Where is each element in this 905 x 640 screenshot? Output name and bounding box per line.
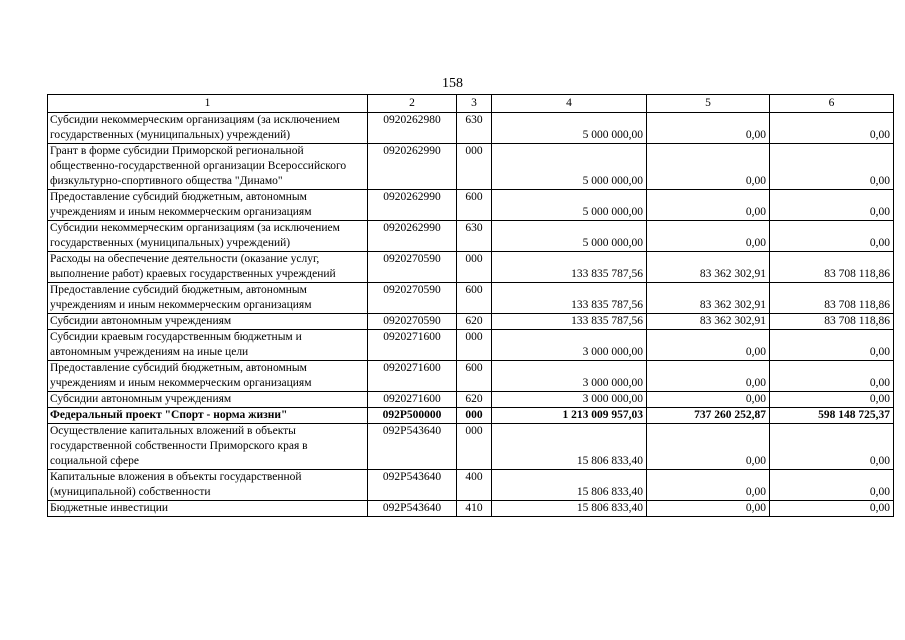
row-expense-type: 000 [457, 144, 492, 190]
row-expense-type: 600 [457, 361, 492, 392]
row-amount-col6: 83 708 118,86 [770, 252, 894, 283]
row-amount-col4: 5 000 000,00 [492, 221, 647, 252]
row-amount-col4: 5 000 000,00 [492, 144, 647, 190]
row-description: Субсидии автономным учреждениям [48, 314, 368, 330]
row-target-code: 092P543640 [368, 470, 457, 501]
row-description: Субсидии некоммерческим организациям (за исключением государственных (муниципальных) учреждений) [48, 221, 368, 252]
row-description: Капитальные вложения в объекты государственной (муниципальной) собственности [48, 470, 368, 501]
row-description: Расходы на обеспечение деятельности (оказание услуг, выполнение работ) краевых государственных учреждений [48, 252, 368, 283]
table-row [48, 113, 894, 144]
row-target-code: 092P543640 [368, 424, 457, 470]
table-row [48, 144, 894, 190]
row-amount-col4: 133 835 787,56 [492, 283, 647, 314]
table-header-row [48, 95, 894, 113]
row-amount-col4: 15 806 833,40 [492, 501, 647, 517]
row-amount-col6: 598 148 725,37 [770, 408, 894, 424]
budget-table-body [48, 95, 894, 517]
row-target-code: 0920270590 [368, 314, 457, 330]
row-amount-col6: 0,00 [770, 221, 894, 252]
row-expense-type: 620 [457, 392, 492, 408]
row-amount-col5: 0,00 [647, 392, 770, 408]
table-row [48, 361, 894, 392]
table-row [48, 408, 894, 424]
row-description: Предоставление субсидий бюджетным, автономным учреждениям и иным некоммерческим организациям [48, 190, 368, 221]
row-expense-type: 000 [457, 330, 492, 361]
row-amount-col5: 0,00 [647, 424, 770, 470]
row-amount-col4: 133 835 787,56 [492, 314, 647, 330]
row-amount-col4: 3 000 000,00 [492, 361, 647, 392]
row-target-code: 0920262990 [368, 144, 457, 190]
header-cell: 2 [368, 95, 457, 113]
budget-table [47, 94, 894, 517]
row-amount-col6: 0,00 [770, 330, 894, 361]
header-cell: 6 [770, 95, 894, 113]
table-row [48, 252, 894, 283]
row-amount-col5: 0,00 [647, 470, 770, 501]
row-amount-col4: 133 835 787,56 [492, 252, 647, 283]
row-expense-type: 630 [457, 221, 492, 252]
row-amount-col6: 83 708 118,86 [770, 314, 894, 330]
table-row [48, 283, 894, 314]
table-row [48, 314, 894, 330]
row-amount-col5: 737 260 252,87 [647, 408, 770, 424]
row-description: Грант в форме субсидии Приморской региональной общественно-государственной организации Всероссийского физкультурно-спортивного общества "Динамо" [48, 144, 368, 190]
row-expense-type: 410 [457, 501, 492, 517]
row-amount-col6: 83 708 118,86 [770, 283, 894, 314]
row-amount-col4: 5 000 000,00 [492, 113, 647, 144]
row-expense-type: 400 [457, 470, 492, 501]
row-expense-type: 620 [457, 314, 492, 330]
row-description: Осуществление капитальных вложений в объекты государственной собственности Приморского края в социальной сфере [48, 424, 368, 470]
header-cell: 5 [647, 95, 770, 113]
row-amount-col5: 0,00 [647, 330, 770, 361]
row-target-code: 092P500000 [368, 408, 457, 424]
table-row [48, 330, 894, 361]
row-amount-col4: 5 000 000,00 [492, 190, 647, 221]
row-description: Бюджетные инвестиции [48, 501, 368, 517]
header-cell: 1 [48, 95, 368, 113]
row-amount-col4: 3 000 000,00 [492, 392, 647, 408]
table-row [48, 221, 894, 252]
table-row [48, 470, 894, 501]
row-amount-col5: 0,00 [647, 144, 770, 190]
row-expense-type: 000 [457, 408, 492, 424]
row-target-code: 0920271600 [368, 361, 457, 392]
row-amount-col4: 1 213 009 957,03 [492, 408, 647, 424]
row-amount-col5: 0,00 [647, 113, 770, 144]
row-amount-col6: 0,00 [770, 113, 894, 144]
row-amount-col6: 0,00 [770, 470, 894, 501]
table-row [48, 501, 894, 517]
row-expense-type: 630 [457, 113, 492, 144]
table-row [48, 424, 894, 470]
row-expense-type: 000 [457, 424, 492, 470]
row-amount-col4: 15 806 833,40 [492, 470, 647, 501]
row-amount-col6: 0,00 [770, 424, 894, 470]
row-amount-col5: 0,00 [647, 190, 770, 221]
row-target-code: 0920270590 [368, 252, 457, 283]
header-cell: 4 [492, 95, 647, 113]
row-amount-col6: 0,00 [770, 392, 894, 408]
row-amount-col5: 83 362 302,91 [647, 252, 770, 283]
row-description: Субсидии краевым государственным бюджетным и автономным учреждениям на иные цели [48, 330, 368, 361]
row-amount-col6: 0,00 [770, 144, 894, 190]
row-amount-col6: 0,00 [770, 501, 894, 517]
row-target-code: 0920271600 [368, 392, 457, 408]
row-target-code: 0920270590 [368, 283, 457, 314]
row-amount-col5: 0,00 [647, 501, 770, 517]
page-number: 158 [442, 76, 463, 91]
row-amount-col5: 0,00 [647, 361, 770, 392]
row-expense-type: 000 [457, 252, 492, 283]
row-amount-col5: 0,00 [647, 221, 770, 252]
row-target-code: 0920262990 [368, 190, 457, 221]
row-expense-type: 600 [457, 190, 492, 221]
row-expense-type: 600 [457, 283, 492, 314]
row-target-code: 0920271600 [368, 330, 457, 361]
row-target-code: 0920262990 [368, 221, 457, 252]
row-amount-col6: 0,00 [770, 190, 894, 221]
row-target-code: 0920262980 [368, 113, 457, 144]
row-description: Федеральный проект "Спорт - норма жизни" [48, 408, 368, 424]
table-row [48, 190, 894, 221]
row-description: Предоставление субсидий бюджетным, автономным учреждениям и иным некоммерческим организациям [48, 361, 368, 392]
row-description: Субсидии некоммерческим организациям (за исключением государственных (муниципальных) учреждений) [48, 113, 368, 144]
row-amount-col5: 83 362 302,91 [647, 314, 770, 330]
row-target-code: 092P543640 [368, 501, 457, 517]
row-amount-col5: 83 362 302,91 [647, 283, 770, 314]
row-amount-col6: 0,00 [770, 361, 894, 392]
row-description: Субсидии автономным учреждениям [48, 392, 368, 408]
row-description: Предоставление субсидий бюджетным, автономным учреждениям и иным некоммерческим организациям [48, 283, 368, 314]
row-amount-col4: 3 000 000,00 [492, 330, 647, 361]
table-row [48, 392, 894, 408]
row-amount-col4: 15 806 833,40 [492, 424, 647, 470]
header-cell: 3 [457, 95, 492, 113]
